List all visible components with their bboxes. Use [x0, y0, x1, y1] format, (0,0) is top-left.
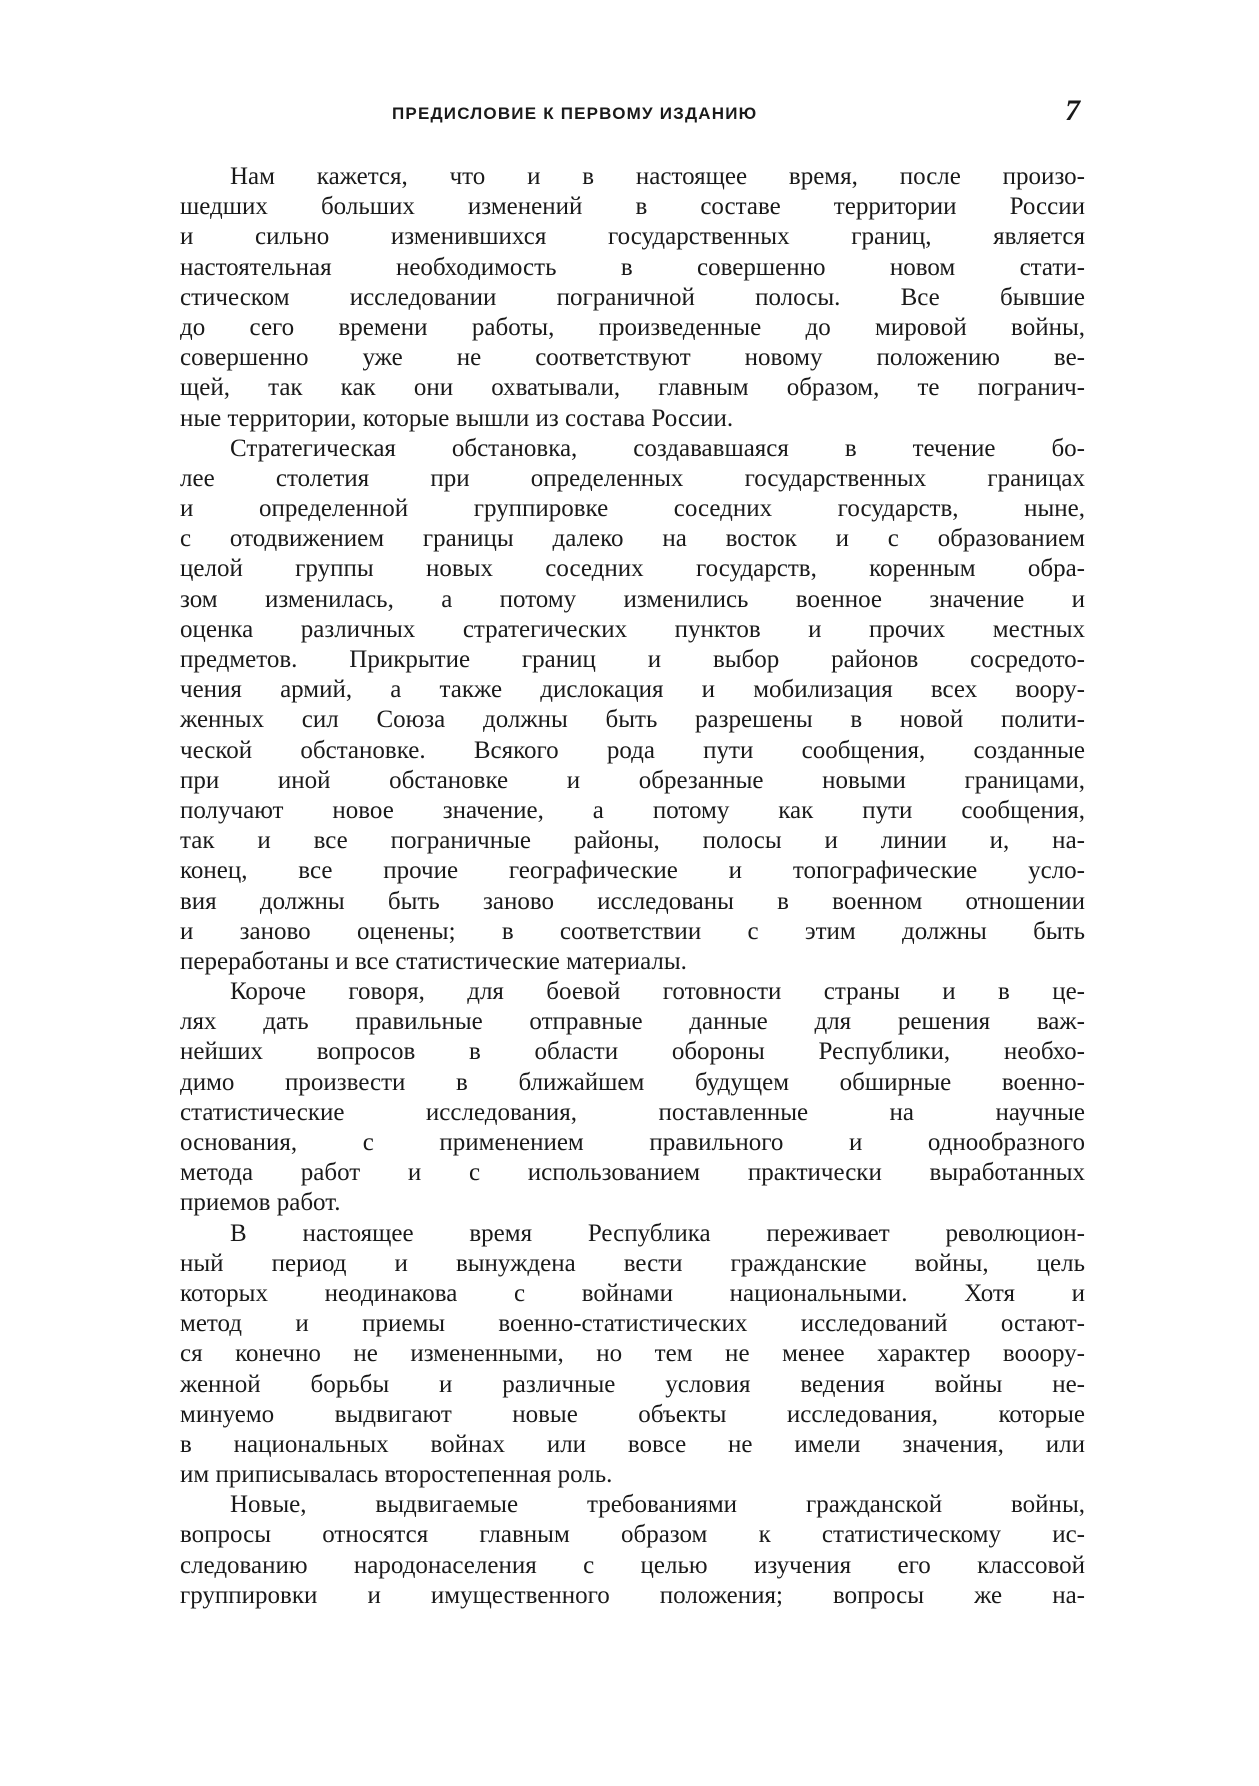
text-line: Короче говоря, для боевой готовности страны и в це- — [230, 978, 1085, 1006]
text-line: минуемо выдвигают новые объекты исследования, которые — [180, 1400, 1085, 1428]
text-line: основания, с применением правильного и однообразного — [180, 1129, 1085, 1156]
text-line: димо произвести в ближайшем будущем обширные военно- — [180, 1068, 1085, 1096]
text-line: группировки и имущественного положения; вопросы же на- — [180, 1581, 1085, 1609]
text-line: Стратегическая обстановка, создававшаяся в течение бо- — [230, 434, 1085, 462]
text-line: женной борьбы и различные условия ведения войны не- — [180, 1370, 1085, 1398]
text-line: шедших больших изменений в составе территории России — [180, 193, 1085, 221]
text-line: следованию народонаселения с целью изучения его классовой — [180, 1551, 1085, 1579]
text-line: настоятельная необходимость в совершенно новом стати- — [180, 253, 1085, 281]
text-line: до сего времени работы, произведенные до мировой войны, — [180, 313, 1085, 341]
text-line: которых неодинакова с войнами национальными. Хотя и — [180, 1279, 1085, 1307]
text-line: чения армий, а также дислокация и мобилизация всех воору- — [180, 676, 1085, 704]
text-line: переработаны и все статистические материалы. — [180, 947, 687, 975]
running-title: ПРЕДИСЛОВИЕ К ПЕРВОМУ ИЗДАНИЮ — [392, 104, 758, 123]
text-line: стическом исследовании пограничной полосы. Все бывшие — [180, 283, 1085, 311]
text-line: совершенно уже не соответствуют новому положению ве- — [180, 344, 1085, 372]
text-line: целой группы новых соседних государств, коренным обра- — [180, 555, 1085, 583]
text-line: статистические исследования, поставленные на научные — [180, 1098, 1085, 1126]
page-number: 7 — [1065, 94, 1080, 127]
text-line: Нам кажется, что и в настоящее время, после произо- — [230, 163, 1085, 190]
text-line: зом изменилась, а потому изменились военное значение и — [180, 585, 1085, 613]
text-line: предметов. Прикрытие границ и выбор районов сосредото- — [180, 646, 1085, 673]
text-line: Новые, выдвигаемые требованиями гражданской войны, — [230, 1491, 1085, 1519]
text-line: и определенной группировке соседних государств, ныне, — [180, 495, 1085, 523]
text-line: женных сил Союза должны быть разрешены в новой полити- — [180, 706, 1085, 734]
text-line: В настоящее время Республика переживает революцион- — [230, 1219, 1085, 1247]
text-line: получают новое значение, а потому как пути сообщения, — [180, 796, 1085, 824]
text-line: вопросы относятся главным образом к статистическому ис- — [180, 1521, 1085, 1549]
text-line: нейших вопросов в области обороны Республики, необхо- — [180, 1038, 1085, 1066]
text-line: ся конечно не измененными, но тем не менее характер вооору- — [180, 1340, 1085, 1368]
text-line: оценка различных стратегических пунктов и прочих местных — [180, 615, 1085, 643]
text-line: так и все пограничные районы, полосы и линии и, на- — [180, 827, 1085, 855]
text-line: ческой обстановке. Всякого рода пути сообщения, созданные — [180, 736, 1085, 764]
text-line: и сильно изменившихся государственных границ, является — [180, 223, 1085, 251]
text-line: приемов работ. — [180, 1189, 341, 1217]
text-line: метод и приемы военно-статистических исследований остают- — [180, 1310, 1085, 1338]
text-line: в национальных войнах или вовсе не имели значения, или — [180, 1430, 1085, 1458]
text-line: щей, так как они охватывали, главным образом, те погранич- — [180, 374, 1085, 402]
text-line: ные территории, которые вышли из состава России. — [180, 404, 734, 432]
text-line: им приписывалась второстепенная роль. — [180, 1461, 613, 1489]
text-line: ный период и вынуждена вести гражданские войны, цель — [180, 1249, 1085, 1277]
text-line: и заново оценены; в соответствии с этим должны быть — [180, 917, 1085, 945]
running-head — [180, 94, 1080, 140]
text-line: конец, все прочие географические и топографические усло- — [180, 857, 1085, 885]
text-line: лях дать правильные отправные данные для решения важ- — [180, 1008, 1085, 1036]
text-line: вия должны быть заново исследованы в военном отношении — [180, 887, 1085, 915]
text-line: при иной обстановке и обрезанные новыми границами, — [180, 766, 1085, 794]
text-line: с отодвижением границы далеко на восток и с образованием — [180, 525, 1085, 553]
text-line: лее столетия при определенных государственных границах — [180, 464, 1085, 492]
text-line: метода работ и с использованием практически выработанных — [180, 1159, 1085, 1187]
body-text — [180, 162, 1085, 1611]
